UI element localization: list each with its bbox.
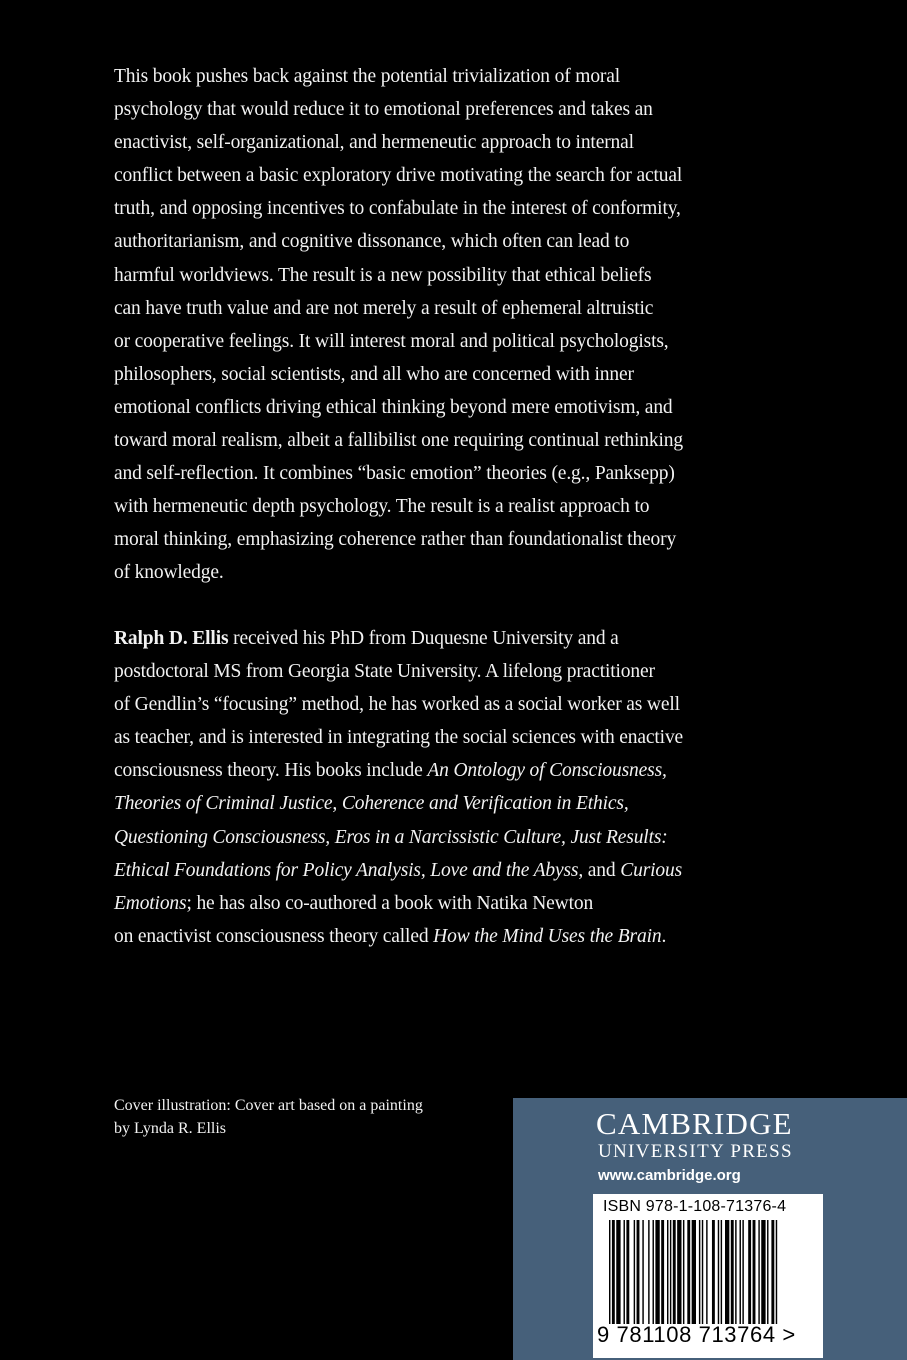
barcode-bar (767, 1220, 768, 1324)
bio-line-7 (114, 821, 774, 854)
cover-credit-line-2: by Lynda R. Ellis (114, 1120, 226, 1137)
bio-line-9: Emotions; he has also co-authored a book with Natika Newton (114, 892, 594, 914)
book-description (114, 60, 774, 590)
isbn-number: ISBN 978-1-108-71376-4 (603, 1198, 787, 1215)
barcode-bar (637, 1220, 640, 1324)
description-line: moral thinking, emphasizing coherence rather than foundationalist theory (114, 529, 677, 551)
bio-line-3: of Gendlin’s “focusing” method, he has worked as a social worker as well (114, 694, 680, 716)
book-title: Curious (620, 859, 683, 881)
description-line: emotional conflicts driving ethical thinking beyond mere emotivism, and (114, 396, 673, 418)
barcode-graphic (609, 1220, 809, 1324)
barcode-bar (667, 1220, 668, 1324)
barcode-bar (612, 1220, 615, 1324)
author-biography (114, 622, 774, 953)
description-line: truth, and opposing incentives to confabulate in the interest of conformity, (114, 198, 681, 220)
barcode-bar (742, 1220, 743, 1324)
barcode-bar (771, 1220, 774, 1324)
barcode-bar (624, 1220, 625, 1324)
barcode-bar (712, 1220, 715, 1324)
barcode-bar (634, 1220, 635, 1324)
publisher-panel (513, 1098, 907, 1360)
barcode-bar (753, 1220, 756, 1324)
barcode-bar (718, 1220, 719, 1324)
description-line: harmful worldviews. The result is a new possibility that ethical beliefs (114, 264, 652, 286)
author-name: Ralph D. Ellis (114, 628, 229, 649)
barcode-bar (648, 1220, 649, 1324)
description-line: authoritarianism, and cognitive dissonance, which often can lead to (114, 231, 630, 253)
barcode-bar (706, 1220, 707, 1324)
barcode-bar (661, 1220, 664, 1324)
barcode-bar (699, 1220, 700, 1324)
barcode-bar (677, 1220, 681, 1324)
barcode-bar (761, 1220, 765, 1324)
barcode-bar (702, 1220, 703, 1324)
book-title: Ethical Foundations for Policy Analysis, Love and the Abyss, (114, 859, 584, 881)
description-line: psychology that would reduce it to emotional preferences and takes an (114, 99, 653, 121)
barcode-bar (721, 1220, 722, 1324)
cover-credit-line-1: Cover illustration: Cover art based on a painting (114, 1097, 423, 1114)
barcode-bar (642, 1220, 643, 1324)
barcode-bar (692, 1220, 696, 1324)
bio-line-4: as teacher, and is interested in integrating the social sciences with enactive (114, 727, 684, 749)
isbn-barcode (593, 1194, 823, 1358)
book-title: Emotions (114, 892, 187, 914)
book-title: Questioning Consciousness, Eros in a Narcissistic Culture, Just Results: (114, 826, 668, 848)
publisher-url: www.cambridge.org (598, 1167, 741, 1184)
barcode-bar (776, 1220, 777, 1324)
barcode-bar (616, 1220, 620, 1324)
description-line: can have truth value and are not merely a result of ephemeral altruistic (114, 297, 654, 319)
barcode-bar (748, 1220, 751, 1324)
description-line: conflict between a basic exploratory drive motivating the search for actual (114, 165, 683, 187)
bio-line-8: Ethical Foundations for Policy Analysis, Love and the Abyss, and Curious (114, 859, 683, 881)
description-line: of knowledge. (114, 562, 224, 584)
book-title: How the Mind Uses the Brain (433, 925, 662, 947)
description-line: philosophers, social scientists, and all who are concerned with inner (114, 363, 634, 385)
barcode-bar (653, 1220, 654, 1324)
barcode-digits: 9 781108 713764 > (597, 1322, 796, 1347)
barcode-bar (735, 1220, 736, 1324)
barcode-bar (740, 1220, 741, 1324)
barcode-bar (758, 1220, 759, 1324)
barcode-bar (626, 1220, 629, 1324)
description-line: or cooperative feelings. It will interest moral and political psychologists, (114, 330, 669, 352)
barcode-bar (725, 1220, 729, 1324)
barcode-bar (687, 1220, 690, 1324)
bio-line-2: postdoctoral MS from Georgia State University. A lifelong practitioner (114, 661, 655, 683)
description-line: and self-reflection. It combines “basic emotion” theories (e.g., Panksepp) (114, 463, 675, 485)
description-line: enactivist, self-organizational, and hermeneutic approach to internal (114, 132, 634, 154)
barcode-bar (609, 1220, 610, 1324)
barcode-bar (655, 1220, 659, 1324)
publisher-subtitle: UNIVERSITY PRESS (598, 1141, 793, 1162)
barcode-bar (731, 1220, 734, 1324)
book-title: An Ontology of Consciousness, (427, 760, 667, 782)
description-line: toward moral realism, albeit a fallibilist one requiring continual rethinking (114, 430, 683, 452)
book-title: Theories of Criminal Justice, Coherence and Verification in Ethics, (114, 793, 629, 815)
barcode-bar (683, 1220, 684, 1324)
barcode-bar (673, 1220, 676, 1324)
bio-line-5: consciousness theory. His books include An Ontology of Consciousness, (114, 760, 667, 782)
cover-credit (114, 1094, 494, 1140)
description-line: with hermeneutic depth psychology. The result is a realist approach to (114, 496, 650, 518)
barcode-bar (670, 1220, 671, 1324)
bio-line-10: on enactivist consciousness theory called How the Mind Uses the Brain. (114, 925, 667, 947)
description-line: This book pushes back against the potential trivialization of moral (114, 66, 621, 87)
bio-line-6 (114, 787, 774, 820)
bio-line-1: Ralph D. Ellis received his PhD from Duquesne University and a (114, 628, 619, 649)
publisher-name: CAMBRIDGE (596, 1106, 793, 1141)
